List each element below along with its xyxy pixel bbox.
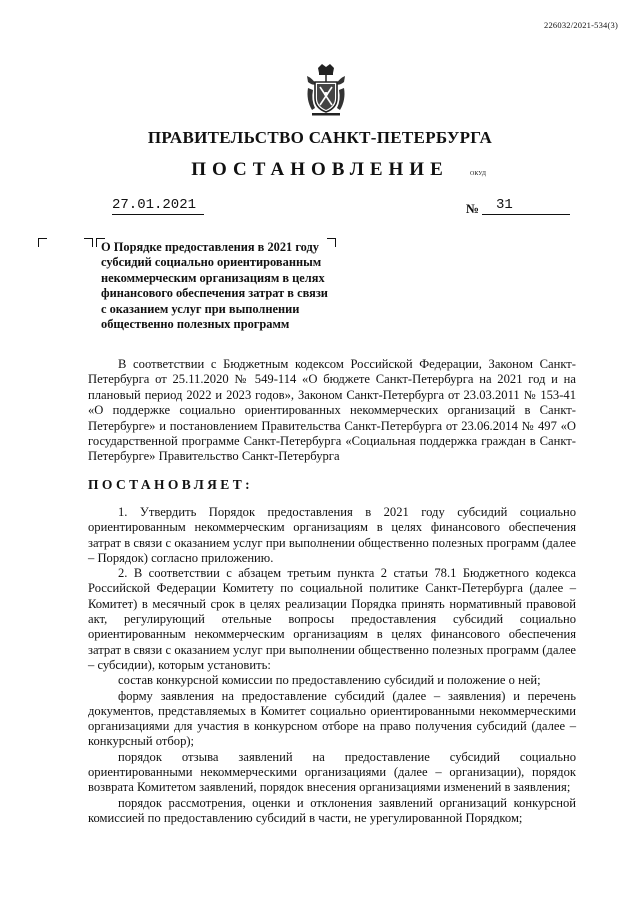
resolution-items [88, 505, 576, 826]
paragraph: форму заявления на предоставление субсидий (далее – заявления) и перечень документов, представляемых в Комитет социально ориентированными некоммерческими организациями для участия в конкурсном отборе на право получения субсидий (далее – конкурсный отбор); [88, 688, 576, 749]
government-name: ПРАВИТЕЛЬСТВО САНКТ-ПЕТЕРБУРГА [147, 128, 493, 147]
document-code: 226032/2021-534(3) [544, 20, 618, 30]
corner-mark [84, 238, 93, 247]
title-line: с оказанием услуг при выполнении [101, 301, 300, 316]
document-date: 27.01.2021 [112, 196, 204, 215]
number-label: № [466, 201, 480, 216]
title-line: финансового обеспечения затрат в связи [101, 286, 328, 301]
preamble-paragraph: В соответствии с Бюджетным кодексом Российской Федерации, Законом Санкт-Петербурга от 25.11.2020 № 549-114 «О бюджете Санкт-Петербурга на 2021 год и на плановый период 2022 и 2023 годов», Законом Санкт-Петербурга от 23.03.2011 № 153-41 «О поддержке социально ориентированных некоммерческих организаций в Санкт-Петербурге» и постановлением Правительства Санкт-Петербурга от 23.06.2014 № 497 «О государственной программе Санкт-Петербурга «Социальная поддержка граждан в Санкт-Петербурге» Правительство Санкт-Петербурга [88, 357, 576, 464]
corner-mark [38, 238, 47, 247]
paragraph: 1. Утвердить Порядок предоставления в 2021 году субсидий социально ориентированным некоммерческим организациям в целях финансового обеспечения затрат в связи с оказанием услуг при выполнении общественно полезных программ (далее – Порядок) согласно приложению. [88, 505, 576, 565]
coat-of-arms-icon [304, 64, 348, 118]
paragraph: порядок рассмотрения, оценки и отклонения заявлений организаций конкурсной комиссией по предоставлению субсидий в части, не урегулированной Порядком; [88, 795, 576, 825]
resolves-heading: ПОСТАНОВЛЯЕТ: [88, 477, 254, 492]
number-underline [482, 214, 570, 215]
title-line: некоммерческим организациям в целях [101, 270, 325, 285]
okud-label: ОКУД [470, 171, 486, 177]
preamble-block [88, 357, 576, 465]
document-number: 31 [496, 197, 513, 213]
title-line: О Порядке предоставления в 2021 году [101, 240, 319, 254]
title-line: субсидий социально ориентированным [101, 255, 322, 270]
paragraph: 2. В соответствии с абзацем третьим пункта 2 статьи 78.1 Бюджетного кодекса Российской Федерации Комитету по социальной политике Санкт-Петербурга (далее – Комитет) в месячный срок в целях реализации Порядка принять нормативный правовой акт, регулирующий отельные вопросы предоставления субсидий социально ориентированным некоммерческим организациям в целях финансового обеспечения затрат в связи с оказанием услуг при выполнении общественно полезных программ (далее – субсидии), которым установить: [88, 566, 576, 672]
paragraph: состав конкурсной комиссии по предоставлению субсидий и положение о ней; [118, 673, 541, 688]
document-title [101, 240, 341, 332]
paragraph: порядок отзыва заявлений на предоставление субсидий социально ориентированными некоммерческими организациями (далее – организации), порядок возврата Комитетом заявлений, порядок внесения организациями изменений в заявления; [88, 749, 576, 795]
title-line: общественно полезных программ [101, 317, 290, 332]
document-type: ПОСТАНОВЛЕНИЕ [191, 159, 449, 180]
